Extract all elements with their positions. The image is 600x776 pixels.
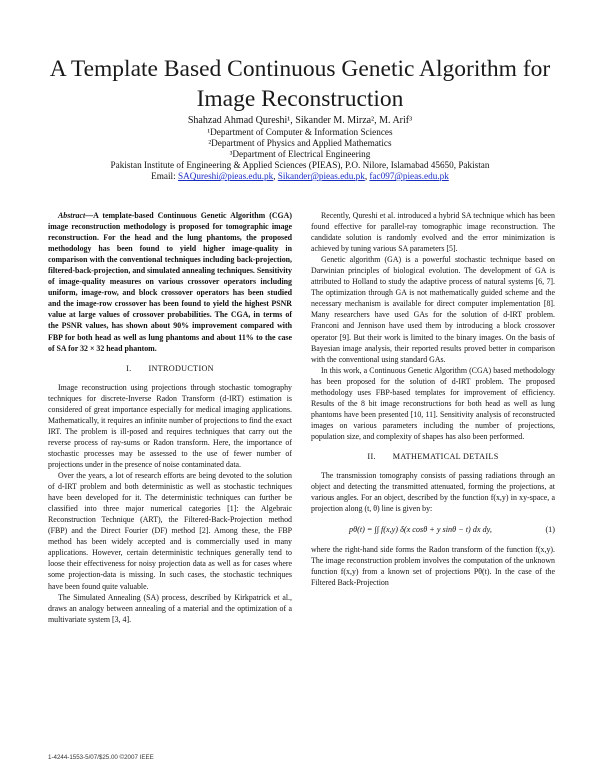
- paragraph: Recently, Qureshi et al. introduced a hybrid SA technique which has been found effective for parallel-ray tomographic image reconstruction. The candidate solution is randomly evolved and the error minimization is achieved by tuning various SA parameters [5].: [311, 211, 555, 254]
- abstract-text: —A template-based Continuous Genetic Algorithm (CGA) image reconstruction methodology is proposed for tomographic image reconstruction. For the head and the lung phantoms, the proposed methodology has been found to yield higher image-quality in comparison with the conventional techniques including back-projection, filtered-back-projection, and simulated annealing techniques. Sensitivity of image-quality measures on various crossover operators including uniform, image-row, and block crossover operators has been studied and the image-row crossover has been found to yield the highest PSNR value at large values of crossover probabilities. The CGA, in terms of the PSNR values, has shown about 90% improvement compared with FBP for both head as well as lung phantoms and about 11% to the case of SA for 32 × 32 head phantom.: [48, 211, 292, 353]
- institute-address: Pakistan Institute of Engineering & Applied Sciences (PIEAS), P.O. Nilore, Islamabad 45650, Pakistan: [110, 160, 490, 170]
- email-separator: ,: [364, 171, 370, 181]
- affiliation-1: ¹Department of Computer & Information Sciences: [207, 127, 393, 137]
- paper-title: [40, 54, 560, 114]
- email-line: [30, 171, 570, 182]
- email-link-3[interactable]: fac097@pieas.edu.pk: [369, 171, 449, 181]
- affiliation-3: ³Department of Electrical Engineering: [229, 149, 371, 159]
- email-label: Email:: [151, 171, 178, 181]
- author-block: [30, 115, 570, 182]
- abstract: [48, 210, 292, 354]
- email-separator: ,: [273, 171, 278, 181]
- abstract-label: Abstract: [58, 211, 86, 220]
- email-link-2[interactable]: Sikander@pieas.edu.pk: [277, 171, 365, 181]
- title-line-1: A Template Based Continuous Genetic Algorithm for: [49, 56, 551, 82]
- author-names: Shahzad Ahmad Qureshi¹, Sikander M. Mirza², M. Arif³: [187, 115, 413, 126]
- paragraph: In this work, a Continuous Genetic Algorithm (CGA) based methodology has been proposed for the solution of d-IRT problem. The proposed methodology uses FBP-based templates for improvement of efficiency. Results of the 8 bit image reconstructions for both head as well as lung phantoms have been presented [10, 11]. Sensitivity analysis of reconstructed images on various parameters including the number of projections, population size, and complexity of shapes has also been performed.: [311, 365, 555, 441]
- paragraph: Over the years, a lot of research efforts are being devoted to the solution of d-IRT problem and both deterministic as well as stochastic techniques have been developed for it. The deterministic techniques can further be classified into three major numerical categories [1]: the Algebraic Reconstruction Technique (ART), the Filtered-Back-Projection method (FBP) and the Direct Fourier (DF) method [2]. Among these, the FBP method has been widely accepted and is commercially used in many applications. However, certain deterministic techniques generally tend to loose their effectiveness for noisy projection data as well as for cases where some projection-data is missing. In such cases, the stochastic techniques have been found quite valuable.: [48, 471, 292, 591]
- copyright-footer: 1-4244-1553-5/07/$25.00 ©2007 IEEE: [48, 754, 154, 761]
- equation-number: (1): [545, 524, 555, 534]
- paragraph: The transmission tomography consists of passing radiations through an object and detecting the transmitted attenuated, forming the projections, at various angles. For an object, described by the function f(x,y) in xy-space, a projection along (t, θ) line is given by:: [311, 471, 555, 514]
- left-column: [48, 210, 292, 625]
- section-heading-introduction: I. INTRODUCTION: [126, 363, 214, 373]
- paragraph: Genetic algorithm (GA) is a powerful stochastic technique based on Darwinian principles of biological evolution. The development of GA is attributed to Holland to study the adaptive process of natural systems [6, 7]. The optimization through GA is not mathematically guided scheme and the necessary mechanism is available for direct computer implementation [8]. Many researchers have used GAs for the solution of d-IRT problem. Franconi and Jennison have used them by introducing a block crossover operator [9]. But their work is limited to the binary images. On the basis of Bayesian image analysis, their reported results proved better in comparison with the conventional using standard GAs.: [311, 255, 555, 364]
- paragraph: where the right-hand side forms the Radon transform of the function f(x,y). The image reconstruction problem involves the computation of the unknown function f(x,y) from a known set of projections Pθ(t). In the case of the Filtered Back-Projection: [311, 545, 555, 588]
- equation-expression: pθ(t) = ∫∫ f(x,y) δ(x cosθ + y sinθ − t) dx dy,: [349, 524, 492, 534]
- right-column: [311, 210, 555, 588]
- section-heading-mathematical-details: II. MATHEMATICAL DETAILS: [367, 451, 499, 461]
- paragraph: The Simulated Annealing (SA) process, described by Kirkpatrick et al., draws an analogy between annealing of a material and the optimization of a multivariate system [3, 4].: [48, 592, 292, 624]
- affiliation-2: ²Department of Physics and Applied Mathematics: [208, 138, 392, 148]
- email-link-1[interactable]: SAQureshi@pieas.edu.pk: [177, 171, 274, 181]
- title-line-2: Image Reconstruction: [196, 86, 404, 112]
- equation-1: [311, 518, 555, 540]
- paragraph: Image reconstruction using projections through stochastic tomography techniques for discrete-Inverse Radon Transform (d-IRT) estimation is considered of great importance especially for medical imaging applications. Mathematically, it requires an infinite number of projections to find the exact IRT. The problem is ill-posed and requires techniques that carry out the reverse process of ray-sums or Radon transform. Here, the importance of stochastic processes may be assessed to the use of fewer number of projections under in the presence of noise contaminated data.: [48, 382, 292, 469]
